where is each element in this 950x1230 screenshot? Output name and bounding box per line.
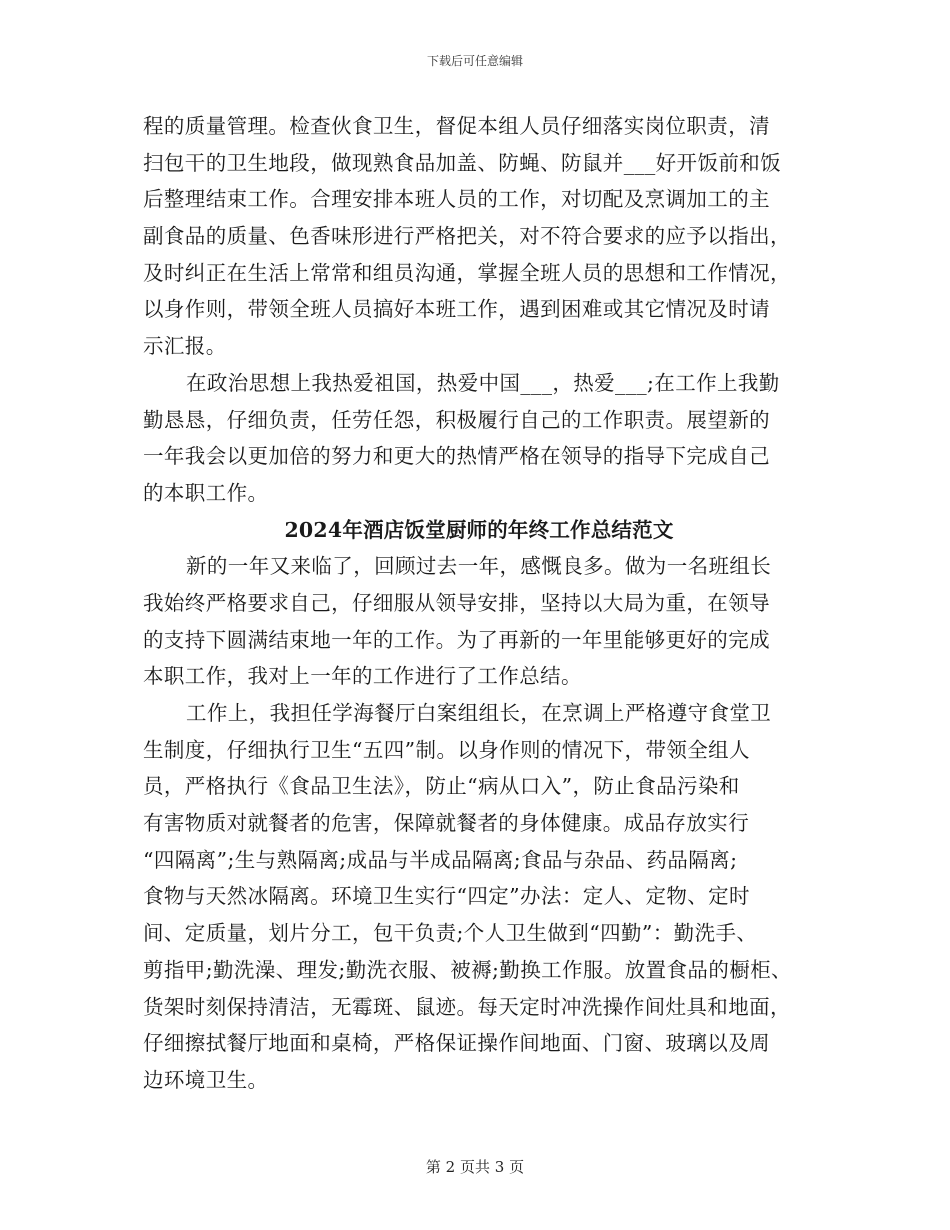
page-number: 第 2 页共 3 页 bbox=[425, 1158, 525, 1176]
p1-line-7: 示汇报。 bbox=[143, 334, 227, 359]
p2-line-2: 勤恳恳，仔细负责，任劳任怨，积极履行自己的工作职责。展望新的 bbox=[143, 407, 770, 432]
section-title: 2024年酒店饭堂厨师的年终工作总结范文 bbox=[284, 517, 674, 542]
p3-line-4: 本职工作，我对上一年的工作进行了工作总结。 bbox=[143, 664, 582, 689]
p4-line-10: 仔细擦拭餐厅地面和桌椅，严格保证操作间地面、门窗、玻璃以及周 bbox=[143, 1031, 770, 1056]
p1-line-1: 程的质量管理。检查伙食卫生，督促本组人员仔细落实岗位职责，清 bbox=[143, 114, 770, 138]
p4-line-4: 有害物质对就餐者的危害，保障就餐者的身体健康。成品存放实行 bbox=[143, 811, 750, 836]
p4-line-8: 剪指甲;勤洗澡、理发;勤洗衣服、被褥;勤换工作服。放置食品的橱柜、 bbox=[143, 957, 792, 982]
document-body bbox=[143, 108, 815, 1099]
p4-line-1: 工作上，我担任学海餐厅白案组组长，在烹调上严格遵守食堂卫 bbox=[186, 701, 772, 725]
p4-line-6: 食物与天然冰隔离。环境卫生实行“四定”办法：定人、定物、定时 bbox=[143, 884, 750, 909]
p1-line-4: 副食品的质量、色香味形进行严格把关，对不符合要求的应予以指出， bbox=[143, 224, 791, 249]
p1-line-5: 及时纠正在生活上常常和组员沟通，掌握全班人员的思想和工作情况， bbox=[143, 260, 791, 285]
p2-line-3: 一年我会以更加倍的努力和更大的热情严格在领导的指导下完成自己 bbox=[143, 444, 770, 469]
p3-line-2: 我始终严格要求自己，仔细服从领导安排，坚持以大局为重，在领导 bbox=[143, 590, 770, 615]
page-header: 下载后可任意编辑 bbox=[426, 54, 523, 68]
p4-line-7: 间、定质量，划片分工，包干负责;个人卫生做到“四勤”：勤洗手、 bbox=[143, 921, 758, 946]
p1-line-6: 以身作则，带领全班人员搞好本班工作，遇到困难或其它情况及时请 bbox=[143, 297, 770, 322]
p4-line-11: 边环境卫生。 bbox=[143, 1067, 269, 1092]
p4-line-3: 员，严格执行《食品卫生法》，防止“病从口入”，防止食品污染和 bbox=[143, 774, 740, 799]
p4-line-9: 货架时刻保持清洁，无霉斑、鼠迹。每天定时冲洗操作间灶具和地面， bbox=[143, 994, 791, 1019]
p4-line-2: 生制度，仔细执行卫生“五四”制。以身作则的情况下，带领全组人 bbox=[143, 737, 750, 762]
p1-line-3: 后整理结束工作。合理安排本班人员的工作，对切配及烹调加工的主 bbox=[143, 187, 770, 212]
p4-line-5: “四隔离”;生与熟隔离;成品与半成品隔离;食品与杂品、药品隔离; bbox=[143, 847, 738, 872]
p1-line-2: 扫包干的卫生地段，做现熟食品加盖、防蝇、防鼠并___好开饭前和饭 bbox=[143, 150, 782, 175]
p2-line-4: 的本职工作。 bbox=[143, 480, 269, 505]
p2-line-1: 在政治思想上我热爱祖国，热爱中国___，热爱___;在工作上我勤 bbox=[186, 370, 780, 395]
p3-line-3: 的支持下圆满结束地一年的工作。为了再新的一年里能够更好的完成 bbox=[143, 627, 770, 652]
p3-line-1: 新的一年又来临了，回顾过去一年，感慨良多。做为一名班组长 bbox=[186, 554, 772, 579]
